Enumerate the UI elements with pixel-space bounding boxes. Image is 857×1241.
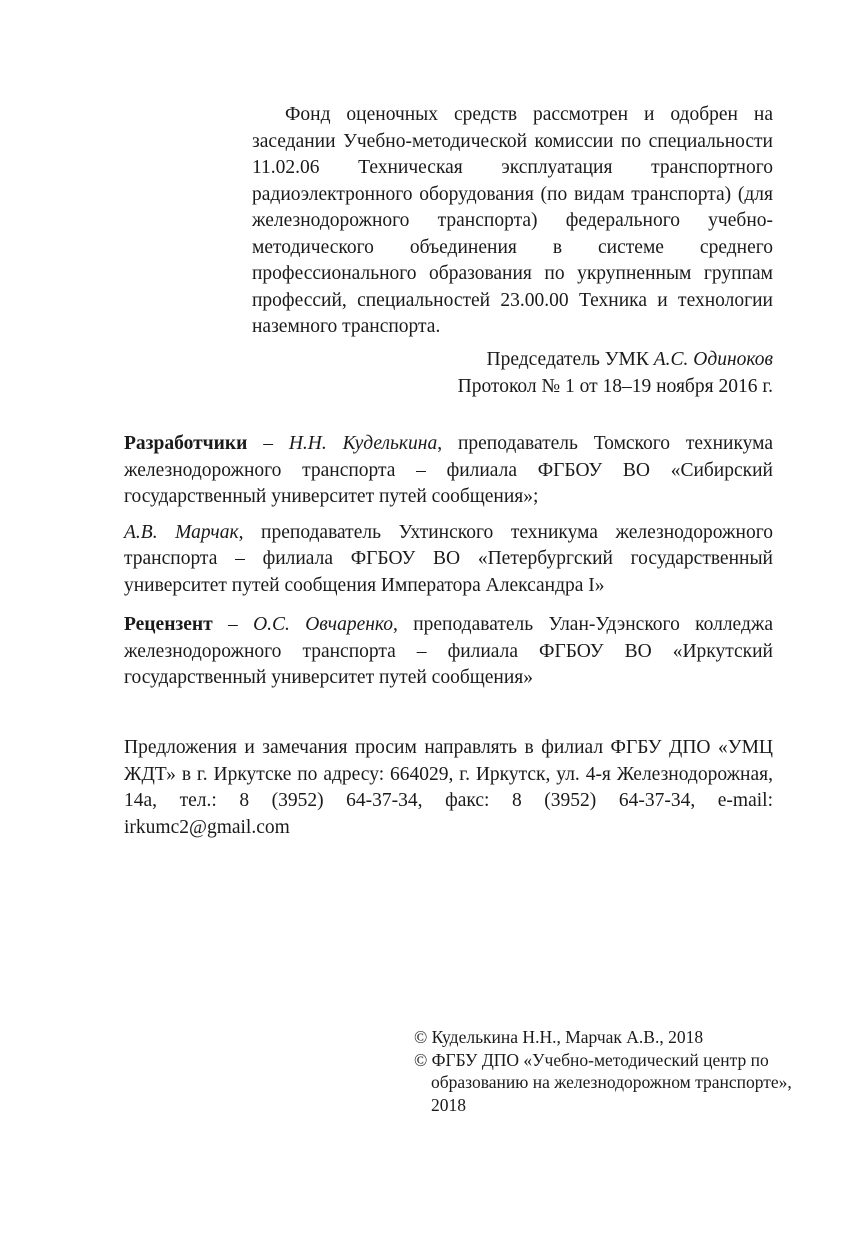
developer-entry-2: [124, 520, 773, 600]
copyright-block: [414, 1026, 794, 1116]
protocol-line: Протокол № 1 от 18–19 ноября 2016 г.: [457, 375, 773, 397]
reviewer-entry: [124, 612, 773, 692]
reviewer-section: [124, 612, 773, 692]
approval-text: Фонд оценочных средств рассмотрен и одобрен на заседании Учебно-методической комиссии по специальности 11.02.06 Техническая эксплуатация транспортного радиоэлектронного оборудования (по видам транспорта) (для железнодорожного транспорта) федерального учебно-методического объединения в системе среднего профессионального образования по укрупненным группам профессий, специальностей 23.00.00 Техника и технологии наземного транспорта.: [252, 104, 773, 337]
reviewer-dash: –: [212, 614, 254, 635]
chair-name: А.С. Одиноков: [653, 349, 773, 370]
copyright-authors: © Куделькина Н.Н., Марчак А.В., 2018: [414, 1027, 704, 1047]
developer-entry-1: [124, 431, 773, 511]
copyright-publisher: © ФГБУ ДПО «Учебно-методический центр по образованию на железнодорожном транспорте», 2018: [414, 1049, 792, 1115]
signoff-block: [273, 347, 773, 400]
approval-statement: [252, 102, 773, 341]
developer-1-text: , преподаватель Томского техникума железнодорожного транспорта – филиала ФГБОУ ВО «Сибирский государственный университет путей сообщения»;: [124, 433, 773, 507]
developer-1-name: Н.Н. Куделькина: [288, 433, 438, 454]
contact-section: [124, 735, 773, 841]
developer-2-name: А.В. Марчак: [124, 521, 239, 543]
reviewer-text: , преподаватель Улан-Удэнского колледжа железнодорожного транспорта – филиала ФГБОУ ВО «Иркутский государственный университет путей сообщения»: [124, 614, 773, 688]
developers-label: Разработчики: [124, 433, 248, 454]
developers-dash: –: [247, 433, 289, 454]
chair-label: Председатель УМК: [486, 349, 649, 370]
contact-text: Предложения и замечания просим направлять в филиал ФГБУ ДПО «УМЦ ЖДТ» в г. Иркутске по адресу: 664029, г. Иркутск, ул. 4-я Железнодорожная, 14а, тел.: 8 (3952) 64-37-34, факс: 8 (3952) 64-37-34, e-mail: irkumc2@gmail.com: [124, 737, 773, 838]
developer-2-text: , преподаватель Ухтинского техникума железнодорожного транспорта – филиала ФГБОУ ВО «Петербургский государственный университет путей сообщения Императора Александра I»: [124, 521, 773, 596]
chair-line: [273, 347, 773, 374]
developers-section: [124, 431, 773, 599]
reviewer-name: О.С. Овчаренко: [253, 614, 394, 635]
reviewer-label: Рецензент: [124, 614, 213, 635]
